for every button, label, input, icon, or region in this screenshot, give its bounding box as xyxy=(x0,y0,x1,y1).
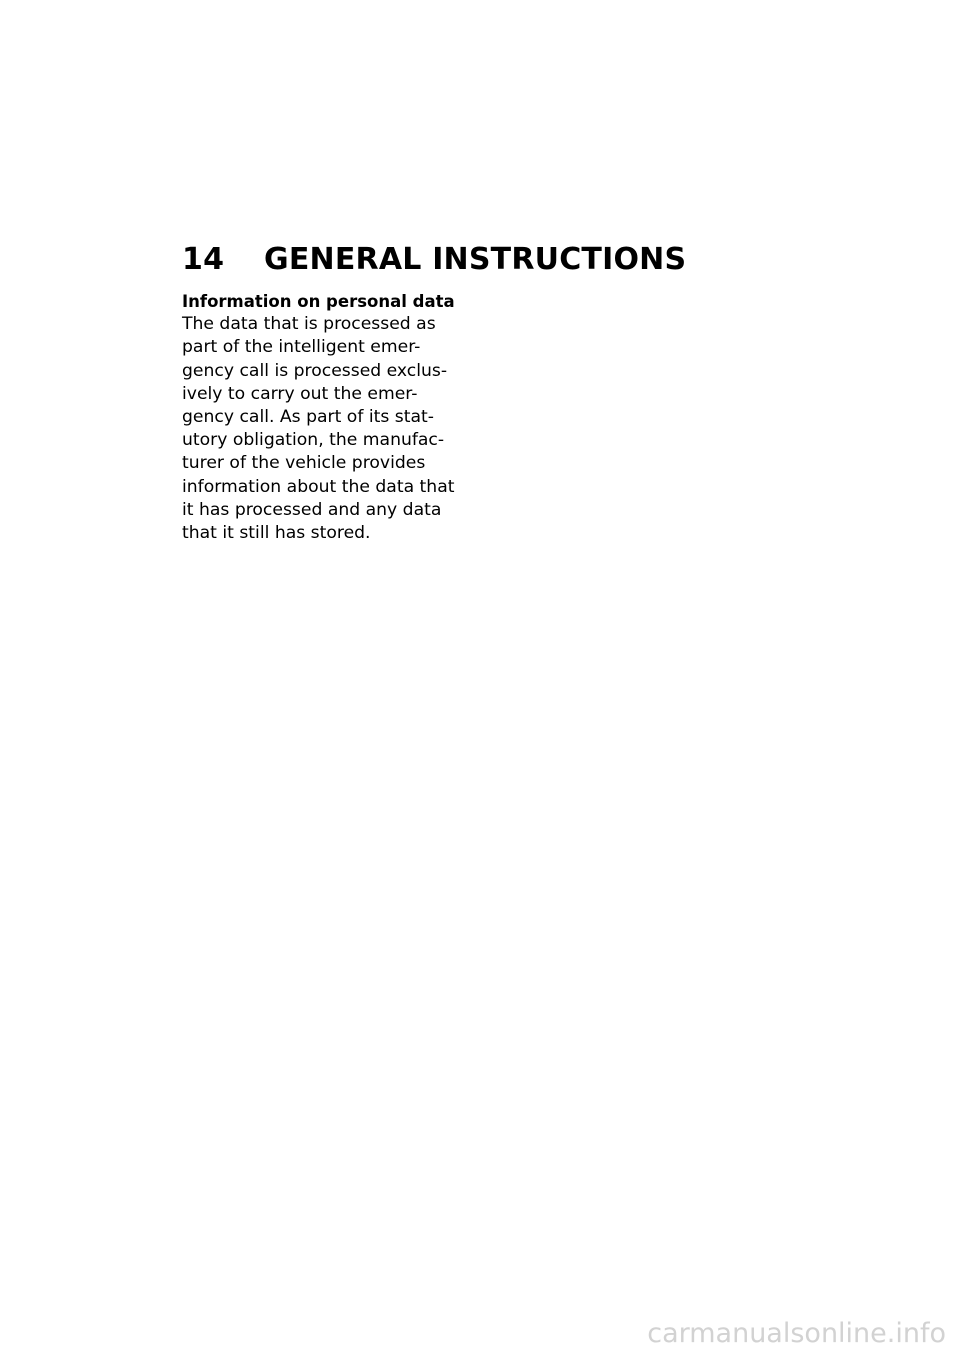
chapter-number: 14 xyxy=(182,242,225,277)
body-line: it has processed and any data xyxy=(182,499,442,520)
body-line: turer of the vehicle provides xyxy=(182,453,426,474)
body-line: that it still has stored. xyxy=(182,523,371,544)
body-line: The data that is processed as xyxy=(182,314,436,335)
body-line: information about the data that xyxy=(182,476,455,497)
chapter-title: GENERAL INSTRUCTIONS xyxy=(264,242,687,277)
section-personal-data xyxy=(182,290,457,545)
chapter-heading xyxy=(182,240,686,280)
body-line: ively to carry out the emer- xyxy=(182,383,418,404)
body-line: gency call. As part of its stat- xyxy=(182,407,434,428)
body-line: part of the intelligent emer- xyxy=(182,337,421,358)
section-title: Information on personal data xyxy=(182,292,455,311)
body-line: utory obligation, the manufac- xyxy=(182,430,445,451)
watermark: carmanualsonline.info xyxy=(647,1318,946,1349)
body-line: gency call is processed exclus- xyxy=(182,360,448,381)
